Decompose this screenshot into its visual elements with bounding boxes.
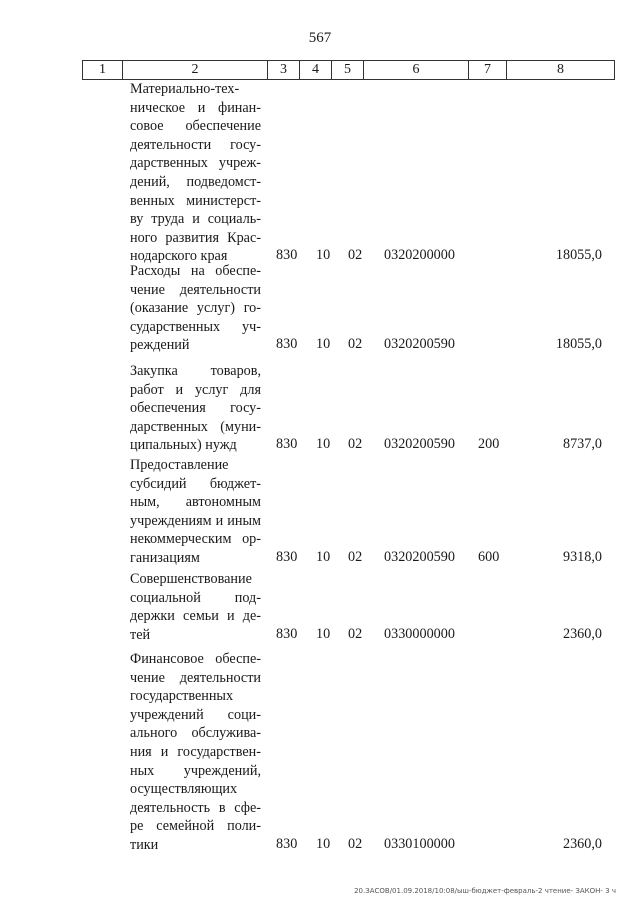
description-line: ного развития Крас- [130, 229, 261, 246]
description-line: нодарского края [130, 248, 228, 265]
cell-c6: 0330100000 [384, 836, 455, 852]
cell-c8: 18055,0 [555, 247, 602, 264]
column-header-7: 7 [469, 61, 507, 80]
description-line: некоммерческим ор- [130, 531, 261, 548]
description-line: ву труда и социаль- [130, 211, 261, 228]
cell-c3: 830 [276, 836, 298, 852]
description-line: тики [130, 836, 159, 853]
description-line: деятельность в сфе- [130, 799, 261, 816]
description-line: учреждений соци- [130, 706, 261, 723]
description-line: Совершенствование [130, 571, 252, 587]
description-line: держки семьи и де- [130, 608, 261, 625]
description-line: ных учреждений, [130, 762, 261, 779]
description-line: сударственных уч- [130, 318, 261, 335]
description-line: (оказание услуг) го- [130, 300, 261, 317]
cell-c6: 0330000000 [384, 625, 455, 642]
column-header-3: 3 [268, 61, 300, 80]
row-description [130, 80, 261, 266]
cell-c8: 2360,0 [562, 625, 602, 642]
cell-c8: 2360,0 [562, 836, 602, 852]
row-description [130, 362, 261, 455]
column-header-8: 8 [507, 61, 615, 80]
page-number: 567 [308, 30, 332, 46]
description-line: ганизациям [130, 549, 200, 566]
column-header-row [83, 61, 615, 80]
description-line: ния и государствен- [130, 743, 261, 760]
cell-c3: 830 [276, 549, 298, 565]
document-footer: 20.ЗАСОВ/01.09.2018/10:08/ыш-бюджет-февраль-2 чтение- ЗАКОН- 3 ч [354, 887, 616, 895]
description-line: дарственных учреж- [130, 155, 261, 172]
description-line: реждений [130, 337, 190, 354]
description-line: Финансовое обеспе- [130, 651, 261, 667]
cell-c8: 8737,0 [562, 436, 602, 453]
column-header-6: 6 [364, 61, 469, 80]
cell-c3: 830 [276, 625, 298, 642]
description-line: тей [130, 626, 151, 643]
cell-c5: 02 [348, 436, 363, 453]
description-line: обеспечения госу- [130, 400, 261, 417]
cell-c4: 10 [316, 625, 331, 642]
cell-c5: 02 [348, 336, 363, 353]
column-header-5: 5 [332, 61, 364, 80]
description-line: осуществляющих [130, 781, 238, 798]
cell-c4: 10 [316, 247, 331, 264]
description-line: социальной под- [130, 589, 261, 606]
cell-c6: 0320200000 [384, 247, 455, 264]
cell-c6: 0320200590 [384, 549, 455, 565]
description-line: ническое и финан- [130, 99, 261, 116]
description-line: чение деятельности [130, 281, 261, 298]
cell-c4: 10 [316, 549, 331, 565]
description-line: ального обслужива- [130, 725, 261, 742]
description-line: ре семейной поли- [130, 818, 261, 835]
description-line: дений, подведомст- [130, 173, 261, 190]
description-line: чение деятельности [130, 669, 261, 686]
description-line: совое обеспечение [130, 118, 261, 135]
cell-c5: 02 [348, 625, 363, 642]
cell-c3: 830 [276, 247, 298, 264]
description-line: Расходы на обеспе- [130, 263, 261, 279]
cell-c8: 9318,0 [562, 549, 602, 565]
column-header-4: 4 [300, 61, 332, 80]
description-line: учреждениям и иным [130, 512, 261, 529]
column-header-1: 1 [83, 61, 123, 80]
description-line: дарственных (муни- [130, 418, 261, 435]
description-line: Материально-тех- [130, 81, 240, 97]
description-line: Закупка товаров, [130, 363, 261, 379]
cell-c7: 600 [478, 549, 500, 565]
row-description [130, 570, 261, 644]
description-line: венных министерст- [130, 192, 261, 209]
row-description [130, 262, 261, 355]
cell-c4: 10 [316, 836, 331, 852]
cell-c3: 830 [276, 336, 298, 353]
description-line: работ и услуг для [130, 381, 261, 398]
description-line: Предоставление [130, 457, 229, 473]
description-line: ным, автономным [130, 494, 261, 511]
cell-c6: 0320200590 [384, 436, 455, 453]
cell-c6: 0320200590 [384, 336, 455, 353]
cell-c4: 10 [316, 436, 331, 453]
cell-c3: 830 [276, 436, 298, 453]
column-header-table [82, 60, 615, 80]
cell-c5: 02 [348, 247, 363, 264]
description-line: субсидий бюджет- [130, 475, 261, 492]
description-line: ципальных) нужд [130, 437, 237, 454]
cell-c8: 18055,0 [555, 336, 602, 353]
cell-c7: 200 [478, 436, 500, 453]
description-line: деятельности госу- [130, 136, 261, 153]
column-header-2: 2 [123, 61, 268, 80]
row-description [130, 650, 261, 855]
description-line: государственных [130, 688, 234, 705]
cell-c5: 02 [348, 836, 363, 852]
cell-c4: 10 [316, 336, 331, 353]
cell-c5: 02 [348, 549, 363, 565]
row-description [130, 456, 261, 568]
